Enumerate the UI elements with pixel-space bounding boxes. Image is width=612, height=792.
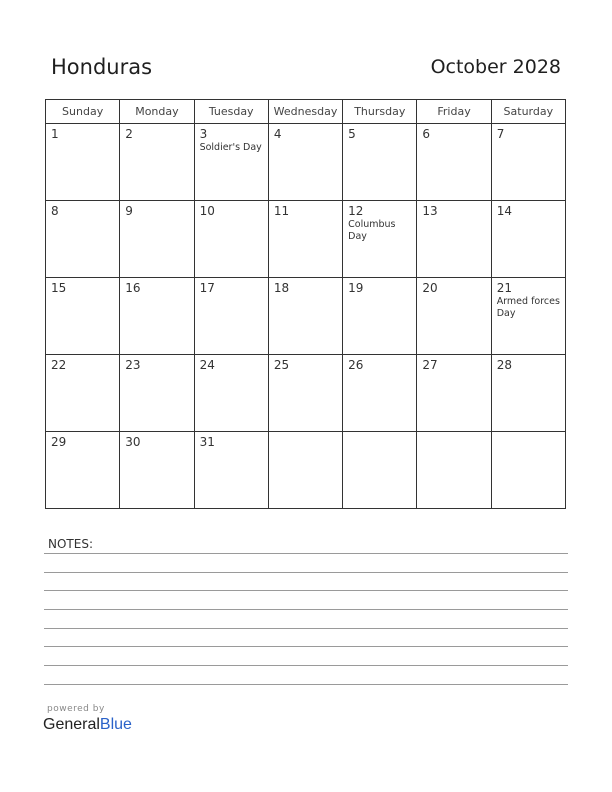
calendar-day-cell (46, 278, 120, 355)
holiday-label: Columbus Day (348, 219, 396, 242)
brand-blue: Blue (99, 716, 132, 733)
notes-label: NOTES: (48, 537, 93, 551)
day-number: 15 (51, 281, 67, 295)
weekday-header: Wednesday (268, 100, 342, 124)
calendar-day-cell (417, 201, 491, 278)
day-number: 28 (496, 358, 512, 372)
day-number: 10 (199, 204, 215, 218)
day-number: 19 (348, 281, 364, 295)
day-number: 1 (51, 127, 59, 141)
day-number: 23 (125, 358, 141, 372)
notes-line (44, 628, 568, 629)
calendar-day-cell (120, 432, 194, 509)
calendar-day-cell (46, 355, 120, 432)
day-number: 7 (496, 127, 505, 141)
day-number: 16 (125, 281, 141, 295)
day-number: 13 (422, 204, 438, 218)
weekday-header: Monday (120, 100, 194, 124)
calendar-day-cell (120, 201, 194, 278)
calendar-week-row (46, 201, 566, 278)
calendar-day-cell (46, 124, 120, 201)
notes-line (44, 646, 568, 647)
calendar-day-cell (46, 432, 120, 509)
calendar-country-title: Honduras (51, 55, 153, 79)
calendar-day-cell (268, 432, 342, 509)
calendar-day-cell (120, 355, 194, 432)
calendar-day-cell (417, 355, 491, 432)
day-number: 18 (273, 281, 290, 295)
day-number: 11 (273, 204, 290, 218)
calendar-day-cell (120, 278, 194, 355)
calendar-day-cell (491, 124, 565, 201)
calendar-day-cell (194, 355, 268, 432)
weekday-header: Tuesday (194, 100, 268, 124)
day-number: 25 (273, 358, 290, 372)
calendar-day-cell (268, 278, 342, 355)
day-number: 24 (199, 358, 215, 372)
weekday-header: Thursday (343, 100, 417, 124)
day-number: 8 (51, 204, 59, 218)
calendar-day-cell (194, 124, 268, 201)
day-number: 3 (199, 127, 208, 141)
notes-line (44, 553, 568, 554)
calendar-month-title: October 2028 (430, 56, 561, 78)
powered-by-text: powered by (47, 704, 105, 714)
calendar-day-cell (417, 278, 491, 355)
generalblue-logo (43, 716, 132, 734)
calendar-day-cell (194, 201, 268, 278)
weekday-header: Sunday (46, 100, 120, 124)
calendar-day-cell (46, 201, 120, 278)
day-number: 21 (496, 281, 512, 295)
holiday-label: Soldier's Day (199, 142, 262, 153)
calendar-day-cell (194, 278, 268, 355)
day-number: 30 (125, 435, 141, 449)
day-number: 29 (51, 435, 67, 449)
day-number: 14 (496, 204, 512, 218)
calendar-grid (45, 99, 566, 509)
day-number: 9 (125, 204, 133, 218)
weekday-header: Friday (417, 100, 491, 124)
calendar-week-row (46, 124, 566, 201)
calendar-day-cell (343, 278, 417, 355)
calendar-day-cell (343, 201, 417, 278)
day-number: 27 (422, 358, 438, 372)
calendar-day-cell (268, 201, 342, 278)
holiday-label: Armed forces Day (496, 296, 560, 319)
calendar-day-cell (343, 432, 417, 509)
calendar-day-cell (343, 355, 417, 432)
day-number: 4 (273, 127, 282, 141)
day-number: 31 (199, 435, 215, 449)
notes-line (44, 684, 568, 685)
calendar-day-cell (417, 124, 491, 201)
brand-general: General (43, 716, 100, 733)
notes-line (44, 590, 568, 591)
calendar-day-cell (194, 432, 268, 509)
calendar-day-cell (491, 432, 565, 509)
weekday-header: Saturday (491, 100, 565, 124)
notes-line (44, 665, 568, 666)
notes-line (44, 609, 568, 610)
calendar-body (46, 124, 566, 509)
calendar-week-row (46, 432, 566, 509)
notes-line (44, 572, 568, 573)
calendar-week-row (46, 355, 566, 432)
calendar-day-cell (268, 124, 342, 201)
day-number: 20 (422, 281, 438, 295)
day-number: 6 (422, 127, 431, 141)
calendar-day-cell (491, 355, 565, 432)
weekday-header-row (46, 100, 566, 124)
day-number: 5 (348, 127, 356, 141)
day-number: 26 (348, 358, 364, 372)
calendar-day-cell (268, 355, 342, 432)
calendar-day-cell (491, 278, 565, 355)
day-number: 2 (125, 127, 133, 141)
day-number: 22 (51, 358, 67, 372)
day-number: 12 (348, 204, 364, 218)
calendar-week-row (46, 278, 566, 355)
calendar-day-cell (417, 432, 491, 509)
calendar-day-cell (343, 124, 417, 201)
calendar-day-cell (491, 201, 565, 278)
calendar-day-cell (120, 124, 194, 201)
day-number: 17 (199, 281, 215, 295)
